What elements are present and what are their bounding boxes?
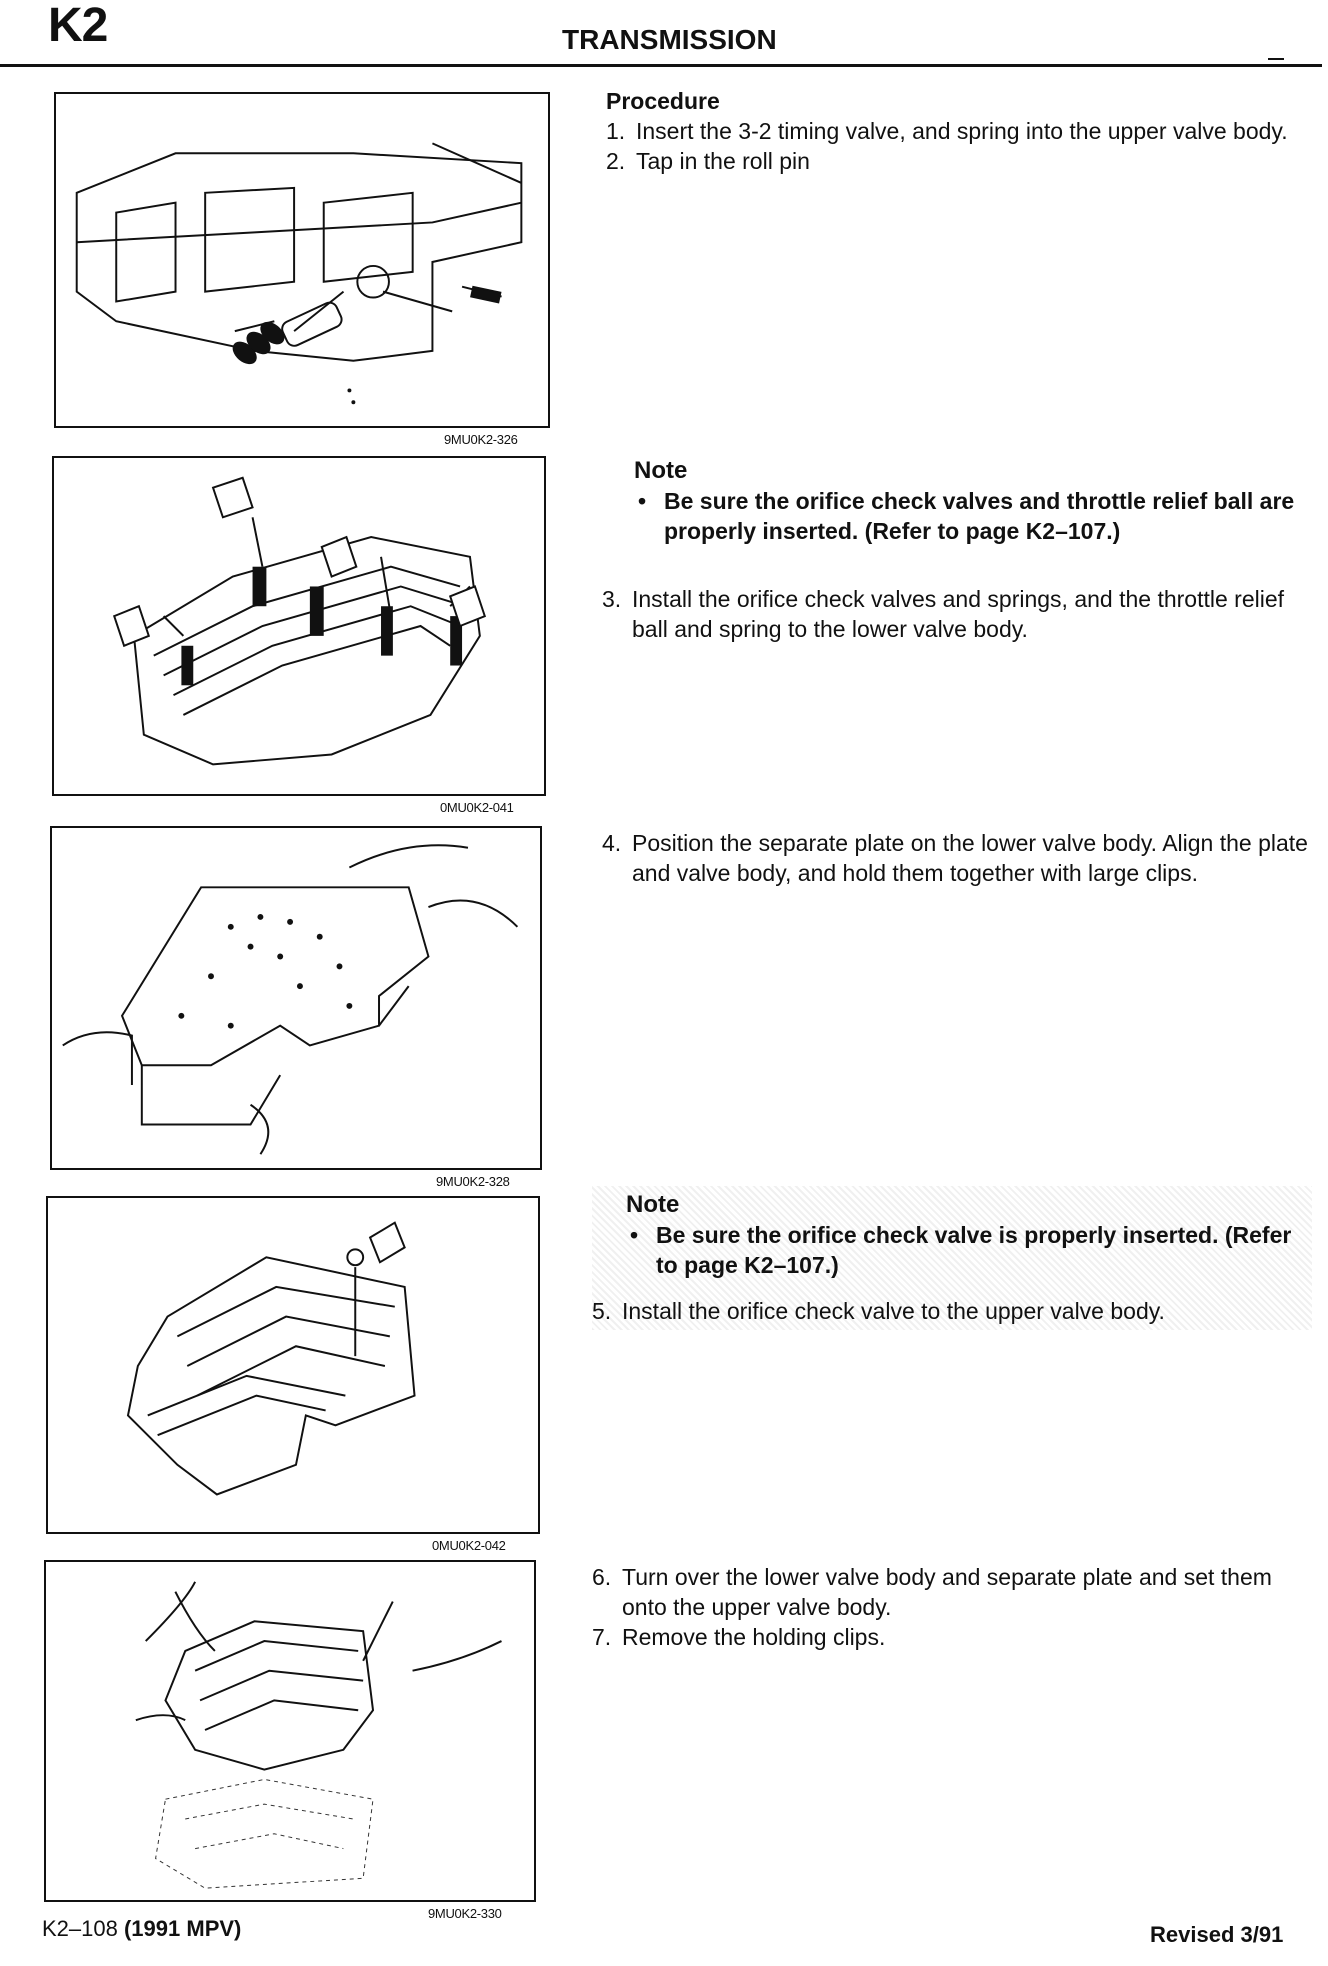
figure-code: 9MU0K2-330	[428, 1906, 502, 1921]
step-text: Install the orifice check valves and springs, and the throttle relief ball and spring to the lower valve body.	[632, 586, 1285, 642]
bullet: •	[638, 488, 647, 514]
procedure-block	[606, 86, 1321, 176]
note-item	[634, 486, 1324, 546]
figure-timing-valve	[54, 92, 550, 428]
step-item	[606, 116, 1321, 146]
note-2-block	[592, 1186, 1312, 1330]
bullet: •	[630, 1222, 639, 1248]
note-item	[626, 1220, 1312, 1280]
figure-upper-valve-body	[46, 1196, 540, 1534]
figure-assemble-valve-bodies	[44, 1560, 536, 1902]
note-title: Note	[634, 457, 688, 484]
step-item	[602, 584, 1324, 644]
step-number: 2.	[606, 148, 626, 174]
procedure-title: Procedure	[606, 88, 720, 114]
step-item	[606, 146, 1321, 176]
revision-label: Revised 3/91	[1150, 1922, 1284, 1947]
step-number: 3.	[602, 586, 622, 612]
step-text: Remove the holding clips.	[622, 1624, 886, 1650]
header-tick	[1268, 58, 1284, 60]
step-text: Insert the 3-2 timing valve, and spring into the upper valve body.	[636, 118, 1288, 144]
figure-code: 9MU0K2-326	[444, 432, 518, 447]
lower-valve-body-illustration	[54, 458, 544, 794]
figure-separate-plate	[50, 826, 542, 1170]
footer-page-info	[42, 1916, 241, 1942]
header-rule	[0, 64, 1322, 67]
figure-lower-valve-body	[52, 456, 546, 796]
note-title: Note	[626, 1191, 680, 1218]
separate-plate-illustration	[52, 828, 540, 1168]
step-number: 6.	[592, 1564, 612, 1590]
note-block	[634, 456, 1324, 546]
section-code: K2	[48, 0, 108, 52]
upper-valve-body-illustration	[48, 1198, 538, 1532]
step-item	[592, 1296, 1312, 1326]
page-title: TRANSMISSION	[562, 24, 777, 55]
steps-6-7-block	[592, 1562, 1314, 1652]
step-number: 5.	[592, 1298, 612, 1324]
assemble-valve-bodies-illustration	[46, 1562, 534, 1900]
step-item	[602, 828, 1324, 888]
step-3-block	[602, 584, 1324, 644]
step-item	[592, 1562, 1314, 1622]
timing-valve-illustration	[56, 94, 548, 426]
note-text: Be sure the orifice check valve is properly inserted. (Refer to page K2–107.)	[656, 1222, 1292, 1278]
step-number: 7.	[592, 1624, 612, 1650]
figure-code: 0MU0K2-041	[440, 800, 514, 815]
step-text: Position the separate plate on the lower valve body. Align the plate and valve body, and hold them together with large clips.	[632, 830, 1308, 886]
note-text: Be sure the orifice check valves and throttle relief ball are properly inserted. (Refer to page K2–107.)	[664, 488, 1295, 544]
figure-code: 0MU0K2-042	[432, 1538, 506, 1553]
step-text: Install the orifice check valve to the upper valve body.	[622, 1298, 1165, 1324]
step-text: Tap in the roll pin	[636, 148, 810, 174]
step-number: 4.	[602, 830, 622, 856]
step-number: 1.	[606, 118, 626, 144]
step-4-block	[602, 828, 1324, 888]
step-text: Turn over the lower valve body and separate plate and set them onto the upper valve body.	[622, 1564, 1272, 1620]
figure-code: 9MU0K2-328	[436, 1174, 510, 1189]
step-item	[592, 1622, 1314, 1652]
model-label: (1991 MPV)	[123, 1916, 242, 1941]
page-number: K2–108	[42, 1916, 118, 1941]
